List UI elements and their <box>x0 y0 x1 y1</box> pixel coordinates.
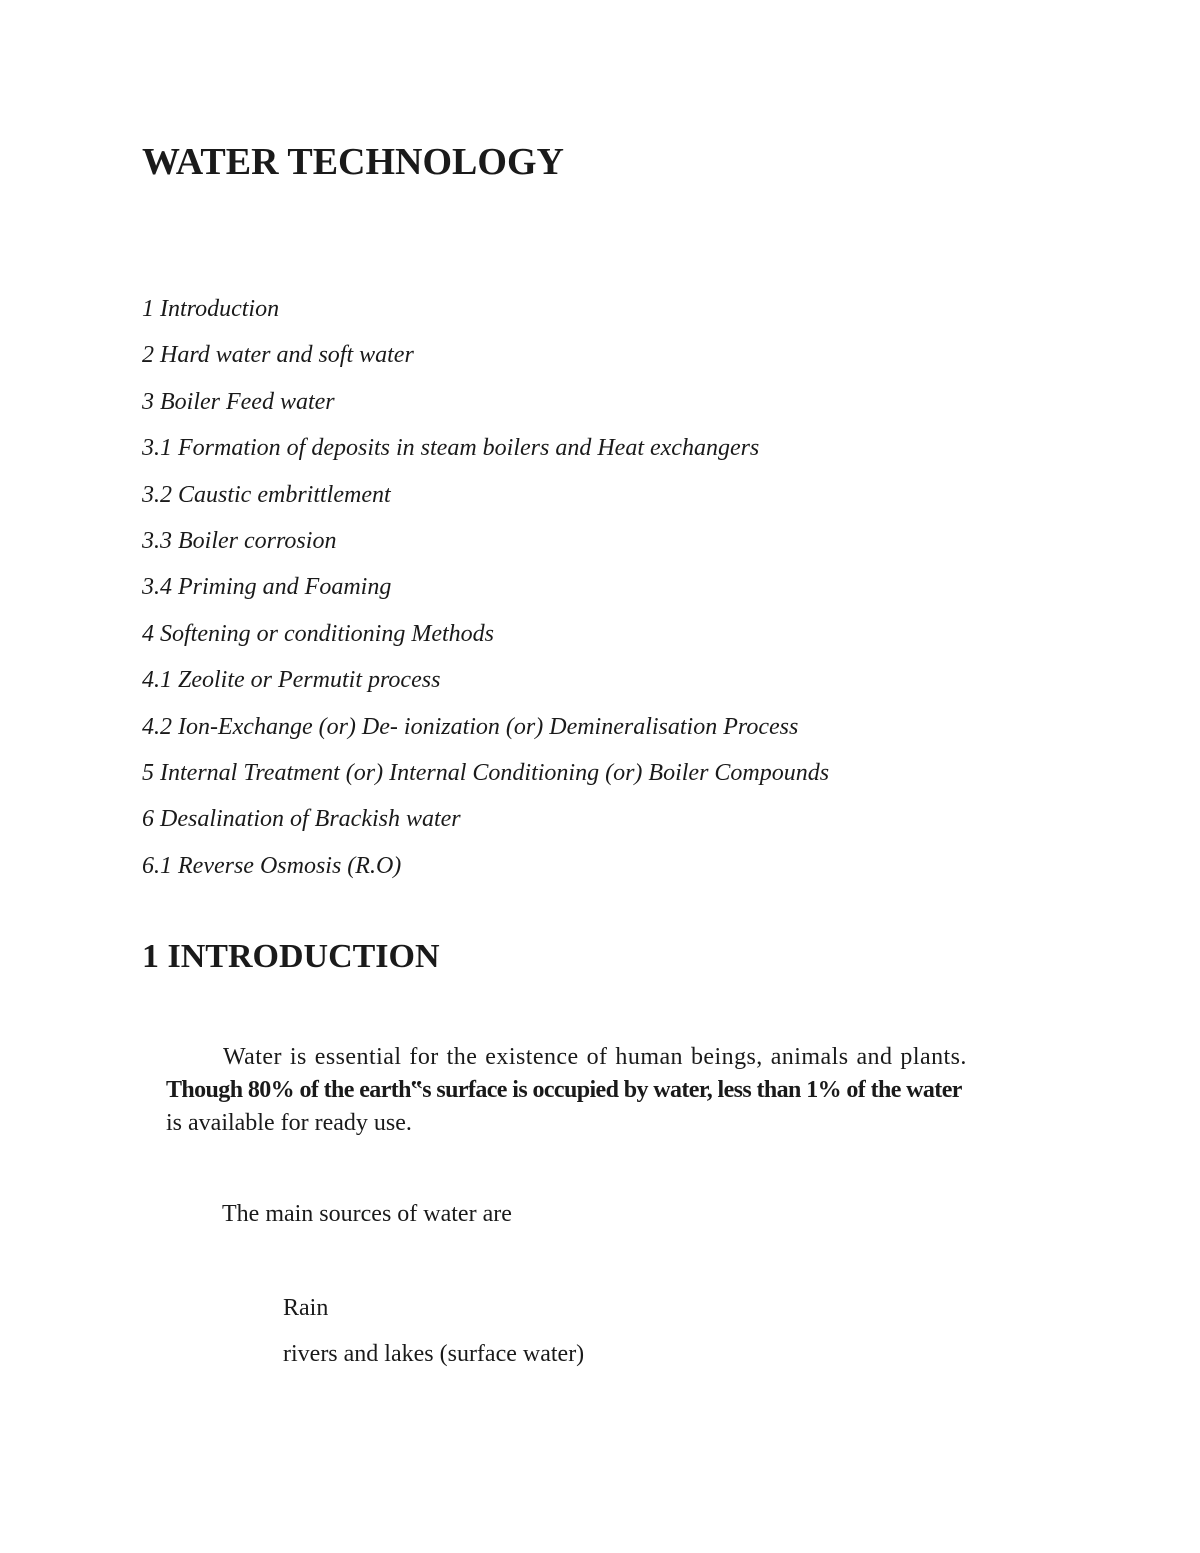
introduction-heading: 1 INTRODUCTION <box>142 938 440 975</box>
toc-item-caustic-embrittlement: 3.2 Caustic embrittlement <box>142 481 391 508</box>
toc-item-reverse-osmosis: 6.1 Reverse Osmosis (R.O) <box>142 852 402 879</box>
list-item: Rain <box>283 1295 329 1321</box>
toc-item-ion-exchange: 4.2 Ion-Exchange (or) De- ionization (or) Demineralisation Process <box>142 713 799 740</box>
toc-item-zeolite-process: 4.1 Zeolite or Permutit process <box>142 667 441 694</box>
sources-intro-text: The main sources of water are <box>222 1201 512 1227</box>
paragraph-line: Though 80% of the earth‟s surface is occupied by water, less than 1% of the water <box>166 1077 962 1103</box>
document-title: WATER TECHNOLOGY <box>142 141 564 183</box>
toc-item-boiler-corrosion: 3.3 Boiler corrosion <box>142 527 337 554</box>
toc-item-hard-soft-water: 2 Hard water and soft water <box>142 342 414 369</box>
toc-item-internal-treatment: 5 Internal Treatment (or) Internal Conditioning (or) Boiler Compounds <box>142 759 830 786</box>
toc-item-priming-foaming: 3.4 Priming and Foaming <box>142 574 392 601</box>
introduction-paragraph <box>166 1041 1061 1140</box>
toc-item-desalination: 6 Desalination of Brackish water <box>142 806 461 833</box>
toc-item-formation-of-deposits: 3.1 Formation of deposits in steam boilers and Heat exchangers <box>142 435 760 462</box>
toc-item-introduction: 1 Introduction <box>142 296 280 322</box>
list-item: rivers and lakes (surface water) <box>283 1341 585 1367</box>
table-of-contents <box>142 292 829 895</box>
toc-item-softening-methods: 4 Softening or conditioning Methods <box>142 620 494 647</box>
paragraph-line: is available for ready use. <box>166 1110 412 1136</box>
paragraph-line: Water is essential for the existence of human beings, animals and plants. <box>223 1044 967 1070</box>
toc-item-boiler-feed-water: 3 Boiler Feed water <box>142 388 335 415</box>
water-sources-list <box>283 1291 584 1383</box>
